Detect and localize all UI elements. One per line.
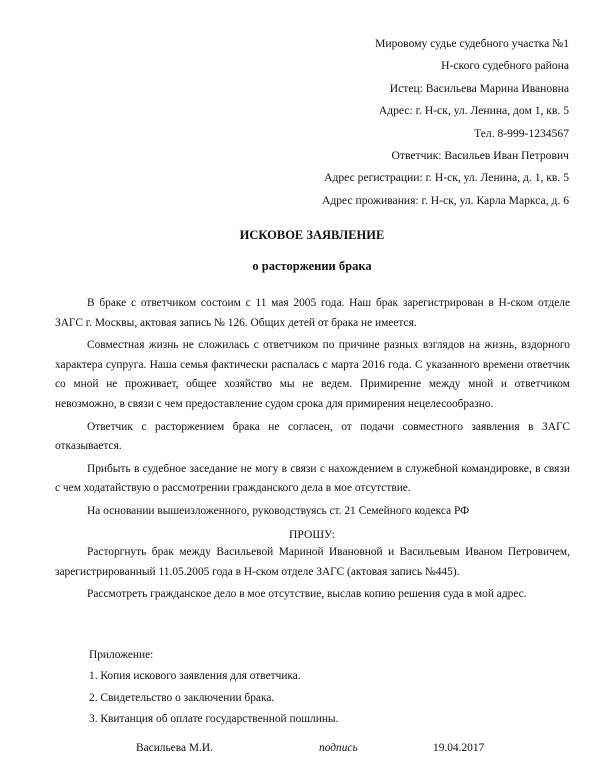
document-subtitle: о расторжении брака <box>252 259 372 273</box>
body-paragraph: На основании вышеизложенного, руководствуясь ст. 21 Семейного кодекса РФ <box>87 504 470 517</box>
request-paragraph: Рассмотреть гражданское дело в мое отсутствие, выслав копию решения суда в мой адрес. <box>87 588 527 601</box>
document-title: ИСКОВОЕ ЗАЯВЛЕНИЕ <box>239 228 385 242</box>
attachment-item: 2. Свидетельство о заключении брака. <box>89 691 275 704</box>
attachments-heading: Приложение: <box>89 649 154 661</box>
header-phone: Тел. 8-999-1234567 <box>474 126 569 140</box>
signer-name: Васильева М.И. <box>136 742 213 754</box>
header-residence-address: Адрес проживания: г. Н-ск, ул. Карла Маркса, д. 6 <box>321 193 569 207</box>
addressee-header <box>269 33 569 212</box>
body-paragraph: В браке с ответчиком состоим с 11 мая 2005 года. Наш брак зарегистрирован в Н-ском отделе ЗАГС г. Москвы, актовая запись № 126. Общих детей от брака не имеется. <box>55 297 570 329</box>
request-body <box>55 543 570 605</box>
header-registration-address: Адрес регистрации: г. Н-ск, ул. Ленина, д. 1, кв. 5 <box>324 171 569 185</box>
attachment-item: 1. Копия искового заявления для ответчика. <box>89 670 301 683</box>
header-plaintiff: Истец: Васильева Марина Ивановна <box>389 81 569 95</box>
request-paragraph: Расторгнуть брак между Васильевой Мариной Ивановной и Васильевым Иваном Петровичем, зарегистрированный 11.05.2005 года в Н-ском отделе ЗАГС (актовая запись №445). <box>55 546 570 578</box>
body-paragraph: Прибыть в судебное заседание не могу в связи с нахождением в служебной командировке, в связи с чем ходатайствую о рассмотрении гражданского дела в мое отсутствие. <box>55 462 570 495</box>
body-paragraph: Совместная жизнь не сложилась с ответчиком по причине разных взглядов на жизнь, вздорного характера супруга. Наша семья фактически распалась с марта 2016 года. С указанного времени ответчик со мной не проживает, общее хозяйство мы не ведем. Примирение между мной и ответчиком невозможно, в связи с чем предоставление судом срока для примирения нецелесообразно. <box>55 339 570 410</box>
attachments-list <box>89 645 338 731</box>
header-plaintiff-address: Адрес: г. Н-ск, ул. Ленина, дом 1, кв. 5 <box>378 104 569 118</box>
body-paragraph: Ответчик с расторжением брака не согласен, от подачи совместного заявления в ЗАГС отказывается. <box>55 420 570 453</box>
header-court: Мировому судье судебного участка №1 <box>375 37 569 50</box>
claim-body <box>55 294 570 522</box>
signature-date: 19.04.2017 <box>433 742 485 754</box>
header-defendant: Ответчик: Васильев Иван Петрович <box>391 149 569 163</box>
signature-label: подпись <box>319 742 358 754</box>
request-heading: ПРОШУ: <box>288 528 336 541</box>
attachment-item: 3. Квитанция об оплате государственной пошлины. <box>89 713 339 726</box>
header-district: Н-ского судебного района <box>441 59 569 73</box>
